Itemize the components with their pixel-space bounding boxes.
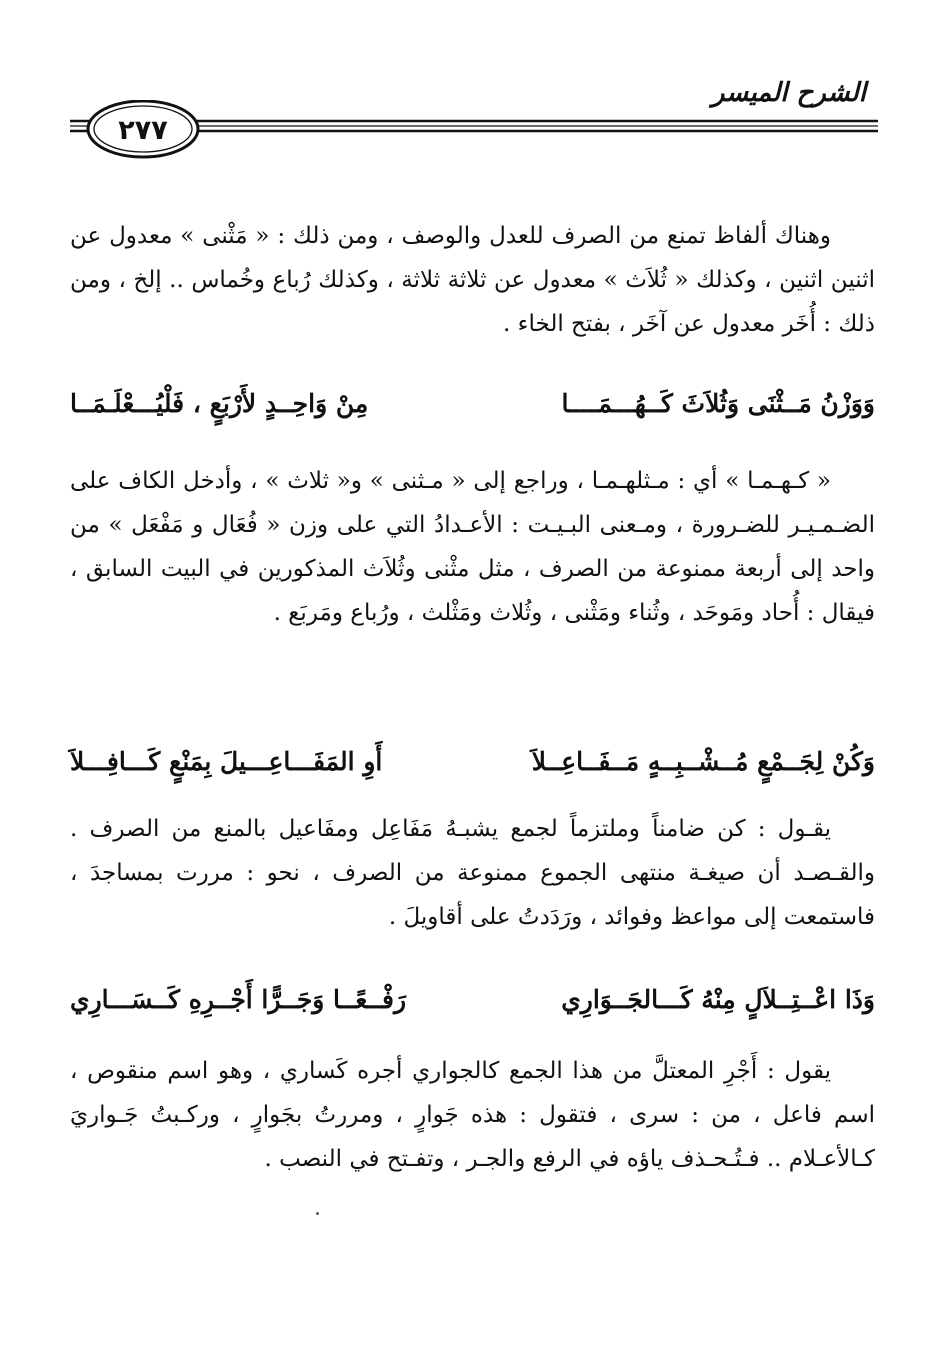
- verse-1: [70, 382, 875, 426]
- page-number: ٢٧٧: [118, 114, 168, 146]
- verse-1-second-hemistich: مِنْ وَاحِــدٍ لأَرْبَعٍ ، فَلْيُـــعْلَـمَــا: [70, 389, 369, 418]
- paragraph-4: يقول : أَجْرِ المعتلَّ من هذا الجمع كالجواري أجره كَساري ، وهو اسم منقوص ، اسم فاعل ، من : سرى ، فتقول : هذه جَوارٍ ، ومررتُ بجَوارٍ ، وركـبتُ جَـواريَ كـالأعـلام .. فـتُـحـذف ياؤه في الرفع والجـر ، وتفـتح في النصب .: [70, 1058, 875, 1172]
- paragraph-1: وهناك ألفاظ تمنع من الصرف للعدل والوصف ، ومن ذلك : « مَثْنى » معدول عن اثنين اثنين ، وكذلك « ثُلاَث » معدول عن ثلاثة ثلاثة ، وكذلك رُباع وخُماس .. إلخ ، ومن ذلك : أُخَر معدول عن آخَر ، بفتح الخاء .: [70, 223, 875, 337]
- running-title: الشرح الميسر: [711, 78, 866, 108]
- paragraph-3: يقـول : كن ضامناً وملتزماً لجمع يشبـهُ مَفَاعِل ومفَاعيل بالمنع من الصرف . والقـصـد أن صيغـة منتهى الجموع ممنوعة من الصرف ، نحو : مررت بمساجدَ ، فاستمعت إلى مواعظ وفوائد ، ورَدَدتُ على أقاويلَ .: [70, 816, 875, 930]
- verse-2: [70, 740, 875, 784]
- verse-3-second-hemistich: رَفْــعًــا وَجَــرًّا أَجْــرِهِ كَــسَـــارِي: [70, 985, 407, 1014]
- verse-2-first-hemistich: وَكُنْ لِجَــمْعٍ مُــشْــبِــهٍ مَــفَــاعِــلاَ: [531, 747, 875, 776]
- verse-3: [70, 978, 875, 1022]
- verse-2-second-hemistich: أَوِ المَفَـــاعِـــيلَ بِمَنْعٍ كَـــافِـــلاَ: [70, 747, 383, 776]
- scan-speck: [316, 1212, 319, 1215]
- paragraph-2: « كـهـمـا » أي : مـثلهـمـا ، وراجع إلى « مـثنى » و« ثلاث » ، وأدخل الكاف على الضـمـيـر للضـرورة ، ومـعنى البـيـت : الأعـدادُ التي على وزن « فُعَال و مَفْعَل » من واحد إلى أربعة ممنوعة من الصرف ، مثل مثْنى وثُلاَث المذكورين في البيت السابق ، فيقال : أُحاد ومَوحَد ، وثُناء ومَثْنى ، وثُلاث ومَثْلث ، ورُباع ومَربَع .: [70, 468, 875, 626]
- verse-3-first-hemistich: وَذَا اعْــتِــلاَلٍ مِنْهُ كَـــالجَــوَارِي: [561, 985, 875, 1014]
- verse-1-first-hemistich: وَوَزْنُ مَــثْنَى وَثُلاَثَ كَــهُـــمَــــا: [561, 389, 875, 418]
